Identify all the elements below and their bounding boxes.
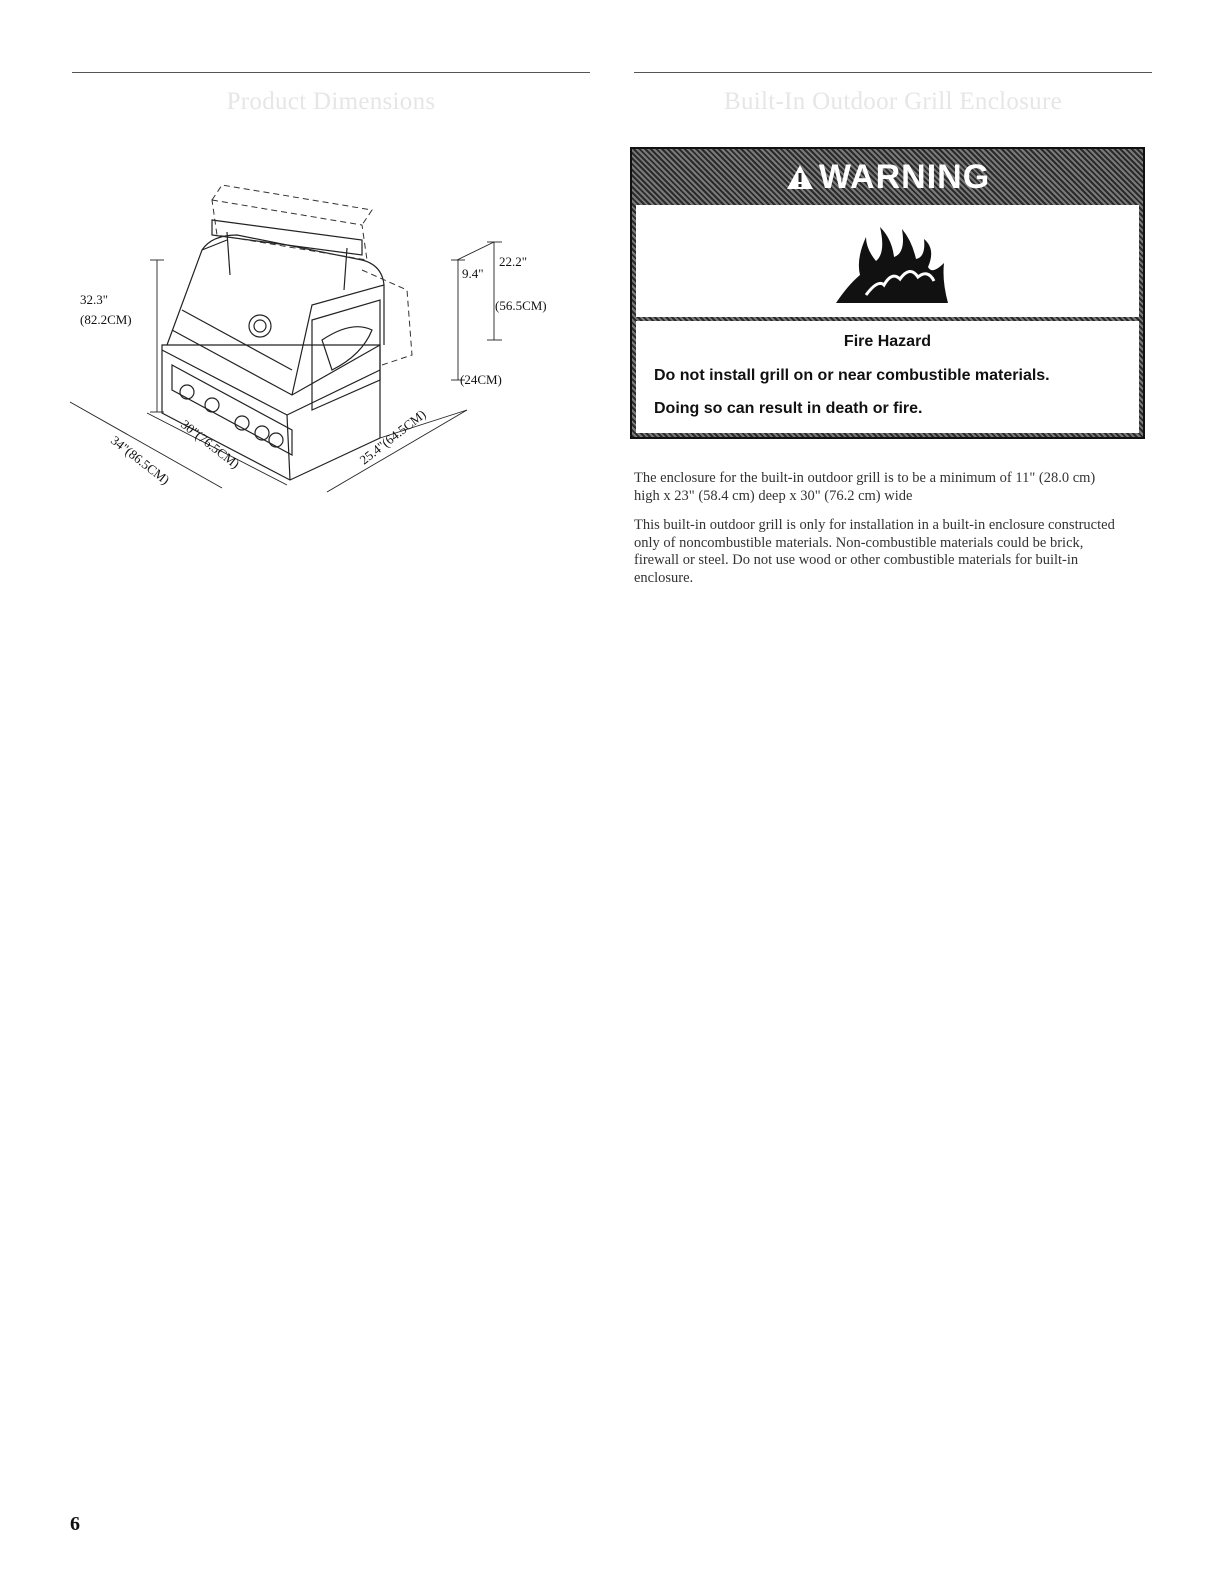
warning-title: WARNING — [818, 157, 991, 196]
enclosure-heading: Built-In Outdoor Grill Enclosure — [723, 88, 1063, 115]
product-dimensions-heading: Product Dimensions — [226, 88, 436, 115]
grill-dimension-diagram — [62, 180, 582, 520]
left-heading-rule — [72, 72, 590, 73]
overall-width-label: 34"(86.5CM) — [108, 432, 173, 488]
warning-box — [630, 147, 1145, 439]
hazard-instruction: Do not install grill on or near combustible materials. — [654, 367, 1050, 384]
hazard-text-panel — [636, 321, 1139, 433]
grill-drawing — [62, 180, 582, 520]
page-number: 6 — [70, 1513, 80, 1535]
depth-label: 25.4"(64.5CM) — [356, 406, 429, 468]
right-heading-rule — [634, 72, 1152, 73]
overall-height-cm-label: (82.2CM) — [80, 312, 132, 327]
enclosure-materials-paragraph: This built-in outdoor grill is only for installation in a built-in enclosure constructed only of noncombustible materials. Non-combustible materials could be brick, firewall or steel. Do not use wood or other combustible materials for built-in enclosure. — [634, 517, 1115, 586]
enclosure-size-paragraph: The enclosure for the built-in outdoor grill is to be a minimum of 11" (28.0 cm) high x 23" (58.4 cm) deep x 30" (76.2 cm) wide — [634, 470, 1096, 504]
warning-banner — [632, 149, 1143, 205]
hood-height-label: 22.2" — [499, 254, 528, 269]
cutout-width-label: 30"(76.5CM) — [178, 416, 243, 472]
overall-height-label: 32.3" — [80, 292, 109, 307]
base-height-cm-label: (24CM) — [460, 372, 502, 387]
warning-triangle-icon — [785, 163, 815, 191]
base-height-label: 9.4" — [462, 266, 484, 281]
hazard-consequence: Doing so can result in death or fire. — [654, 400, 923, 417]
fire-icon — [836, 219, 948, 305]
hazard-title: Fire Hazard — [843, 333, 932, 350]
fire-panel — [636, 205, 1139, 317]
hood-height-cm-label: (56.5CM) — [495, 298, 547, 313]
